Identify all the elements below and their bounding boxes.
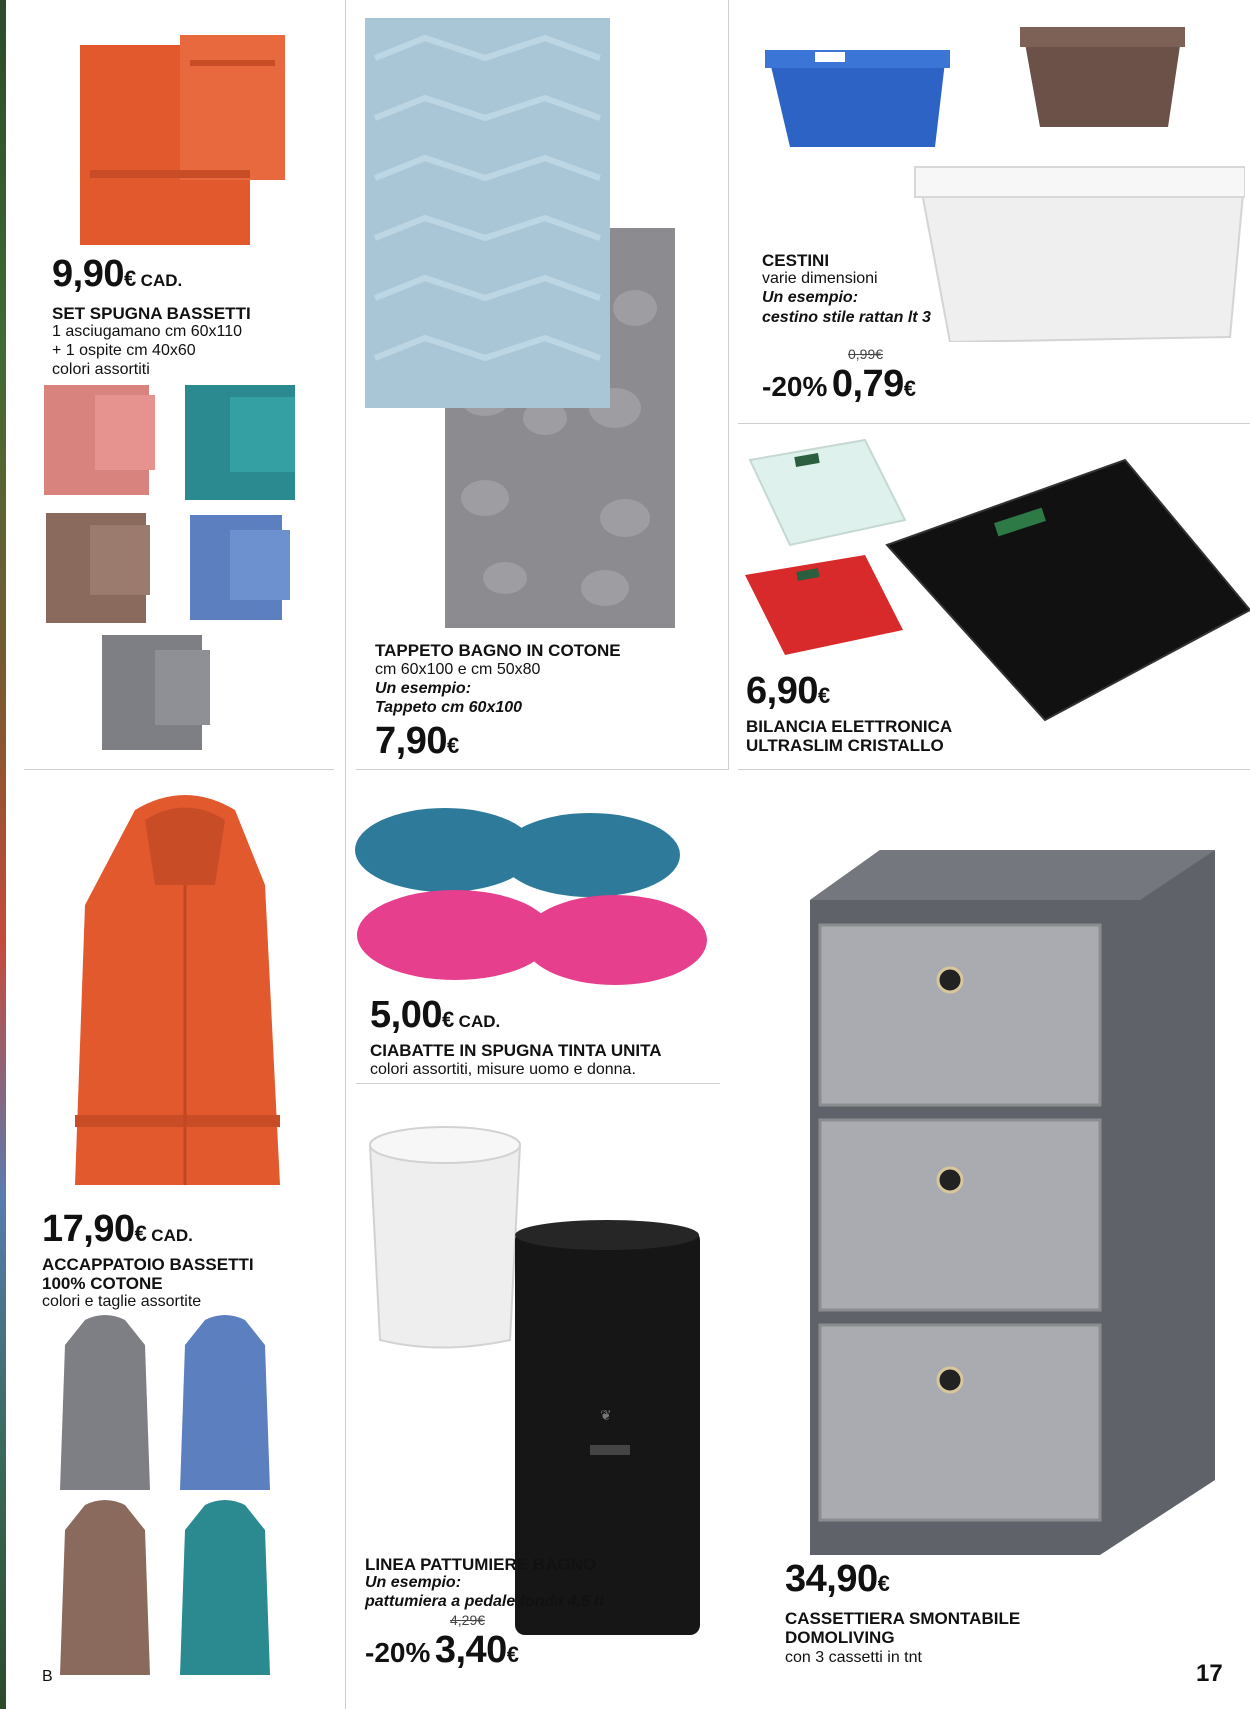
scale-price-value: 6,90 [746,670,818,712]
bathrobe-title-1: ACCAPPATOIO BASSETTI [42,1255,254,1274]
bath-mat-currency: € [446,733,460,758]
towel-set-price [52,255,182,293]
bath-mat-price-value: 7,90 [375,720,447,762]
bins-old-price: 4,29€ [450,1612,486,1628]
bins-price-value: 3,40 [434,1629,507,1671]
slippers-price [370,996,500,1034]
corner-letter: B [42,1668,53,1685]
scale-currency: € [817,683,831,708]
drawers-image [800,850,1220,1555]
baskets-currency: € [903,376,917,401]
bath-mat-example-label: Un esempio: [375,680,472,697]
bath-mat-title: TAPPETO BAGNO IN COTONE [375,641,621,660]
baskets-desc: varie dimensioni [762,270,878,287]
bathrobe-currency: € [134,1221,147,1246]
drawers-currency: € [877,1571,890,1596]
divider-horizontal-mid [356,769,728,770]
edge-strip [0,0,6,1709]
towel-set-image [80,20,310,245]
divider-horizontal-right2 [738,769,1250,770]
scale-title-2: ULTRASLIM CRISTALLO [746,736,944,755]
drawers-title-2: DOMOLIVING [785,1628,895,1647]
bath-mat-image [365,18,710,628]
slippers-title: CIABATTE IN SPUGNA TINTA UNITA [370,1041,662,1060]
drawers-price-value: 34,90 [785,1558,878,1600]
baskets-price-value: 0,79 [831,363,904,405]
scale-price [746,672,830,710]
slippers-desc: colori assortiti, misure uomo e donna. [370,1061,636,1078]
bathrobe-price [42,1210,193,1248]
baskets-title: CESTINI [762,251,830,270]
bathrobe-image [65,785,305,1195]
baskets-example-label: Un esempio: [762,289,859,306]
towel-set-desc-2: + 1 ospite cm 40x60 [52,342,196,359]
bath-mat-desc: cm 60x100 e cm 50x80 [375,661,541,678]
drawers-title-1: CASSETTIERA SMONTABILE [785,1609,1021,1628]
towel-set-price-value: 9,90 [52,253,124,295]
baskets-example: cestino stile rattan lt 3 [762,309,931,326]
towel-colors-image [40,385,320,755]
towel-set-desc-1: 1 asciugamano cm 60x110 [52,323,243,340]
bath-mat-price [375,722,459,760]
bathrobe-title-2: 100% COTONE [42,1274,163,1293]
scale-title-1: BILANCIA ELETTRONICA [746,717,953,736]
towel-set-title: SET SPUGNA BASSETTI [52,304,251,323]
bathrobe-price-value: 17,90 [42,1208,135,1250]
drawers-price [785,1560,890,1598]
baskets-old-price: 0,99€ [848,346,884,362]
bathrobe-colors-image [55,1315,285,1680]
bins-currency: € [506,1642,520,1667]
towel-set-currency: € [123,266,137,291]
slippers-currency: € [441,1007,455,1032]
bath-mat-example: Tappeto cm 60x100 [375,699,523,716]
towel-set-desc-3: colori assortiti [52,361,150,378]
divider-horizontal-left [24,769,334,770]
slippers-image [355,790,710,1005]
bin-decoration-icon: ❦ [600,1409,612,1424]
bathrobe-unit: CAD. [151,1226,193,1245]
bins-example: pattumiera a pedale tonda 4,5 lt [365,1593,605,1610]
baskets-price [762,365,916,403]
divider-horizontal-right [738,423,1250,424]
towel-set-unit: CAD. [140,271,183,290]
drawers-desc: con 3 cassetti in tnt [785,1649,922,1666]
divider-horizontal-mid2 [356,1083,720,1084]
bins-discount: -20% [365,1637,431,1668]
bins-title: LINEA PATTUMIERE BAGNO [365,1555,597,1574]
divider-vertical-1 [345,0,346,1709]
bins-example-label: Un esempio: [365,1574,462,1591]
bathrobe-desc: colori e taglie assortite [42,1293,202,1310]
divider-vertical-2 [728,0,729,770]
slippers-unit: CAD. [458,1012,501,1031]
baskets-discount: -20% [762,371,828,402]
page-number: 17 [1196,1660,1223,1687]
bins-price [365,1631,519,1669]
slippers-price-value: 5,00 [370,994,442,1036]
